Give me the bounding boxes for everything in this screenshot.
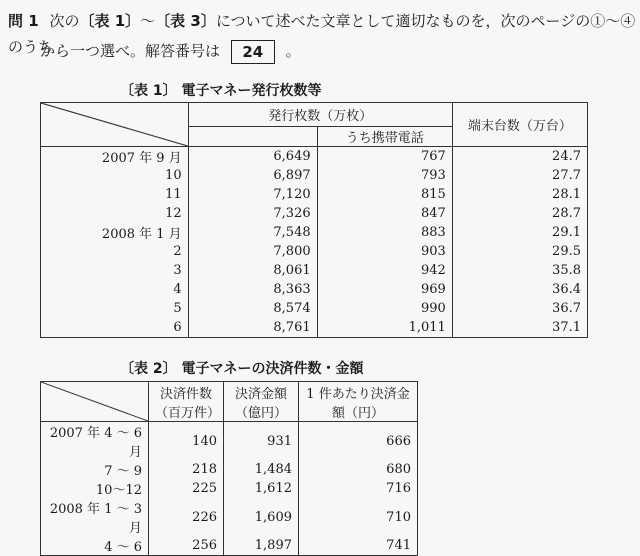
terminals-cell: 36.4 — [452, 280, 587, 299]
terminals-cell: 24.7 — [452, 147, 587, 167]
question-text-c: から一つ選べ。解答番号は — [40, 42, 221, 60]
table1-corner-cell — [41, 103, 189, 147]
table1-caption: 〔表 1〕 電子マネー発行枚数等 — [120, 83, 322, 99]
per-cell: 716 — [299, 479, 418, 498]
terminals-cell: 29.1 — [452, 223, 587, 242]
mobile-cell: 767 — [317, 147, 452, 167]
table-row — [41, 299, 588, 318]
count-cell: 218 — [149, 460, 224, 479]
mobile-cell: 793 — [317, 166, 452, 185]
row-label: 5 — [41, 299, 189, 318]
question-text-b: について述べた文章として適切なものを，次のページの①～④のうち — [8, 12, 636, 56]
terminals-cell: 27.7 — [452, 166, 587, 185]
table1 — [40, 102, 588, 338]
amount-cell: 1,612 — [224, 479, 299, 498]
table-row — [41, 479, 418, 498]
issued-cell: 8,761 — [188, 318, 317, 338]
table-row — [41, 536, 418, 556]
table-row — [41, 318, 588, 338]
row-label: 2 — [41, 242, 189, 261]
table2 — [40, 381, 418, 556]
amount-cell: 1,897 — [224, 536, 299, 556]
terminals-cell: 36.7 — [452, 299, 587, 318]
row-label: 2008 年 1 月 — [41, 223, 189, 242]
table-row — [41, 422, 418, 461]
table-row — [41, 166, 588, 185]
terminals-cell: 35.8 — [452, 261, 587, 280]
table1-header-terminals: 端末台数（万台） — [452, 103, 587, 147]
amount-cell: 1,484 — [224, 460, 299, 479]
count-cell: 225 — [149, 479, 224, 498]
answer-number-box: 24 — [231, 40, 275, 64]
table-row — [41, 185, 588, 204]
row-label: 10 — [41, 166, 189, 185]
count-cell: 226 — [149, 498, 224, 536]
row-label: 10～12 — [41, 479, 149, 498]
table2-caption: 〔表 2〕 電子マネーの決済件数・金額 — [120, 361, 364, 377]
terminals-cell: 28.7 — [452, 204, 587, 223]
per-cell: 680 — [299, 460, 418, 479]
table1-header-mobile: うち携帯電話 — [317, 127, 452, 147]
amount-cell: 931 — [224, 422, 299, 461]
table-row — [41, 460, 418, 479]
question-text-d: 。 — [285, 42, 301, 60]
table2-corner-cell — [41, 382, 149, 422]
per-cell: 710 — [299, 498, 418, 536]
issued-cell: 7,800 — [188, 242, 317, 261]
table2-header-count: 決済件数（百万件） — [149, 382, 224, 422]
per-cell: 666 — [299, 422, 418, 461]
table-row — [41, 280, 588, 299]
terminals-cell: 37.1 — [452, 318, 587, 338]
terminals-cell: 28.1 — [452, 185, 587, 204]
table-row — [41, 147, 588, 167]
mobile-cell: 969 — [317, 280, 452, 299]
question-tilde: ～ — [140, 12, 156, 30]
row-label: 4 — [41, 280, 189, 299]
row-label: 6 — [41, 318, 189, 338]
count-cell: 140 — [149, 422, 224, 461]
row-label: 2007 年 9 月 — [41, 147, 189, 167]
row-label: 7 ～ 9 — [41, 460, 149, 479]
table-row — [41, 261, 588, 280]
mobile-cell: 1,011 — [317, 318, 452, 338]
mobile-cell: 883 — [317, 223, 452, 242]
issued-cell: 6,897 — [188, 166, 317, 185]
question-text-a: 次の — [49, 12, 80, 30]
issued-cell: 7,120 — [188, 185, 317, 204]
issued-cell: 8,574 — [188, 299, 317, 318]
row-label: 12 — [41, 204, 189, 223]
issued-cell: 8,363 — [188, 280, 317, 299]
row-label: 11 — [41, 185, 189, 204]
table1-header-issued: 発行枚数（万枚） — [188, 103, 452, 127]
mobile-cell: 990 — [317, 299, 452, 318]
row-label: 2008 年 1 ～ 3 月 — [41, 498, 149, 536]
issued-cell: 6,649 — [188, 147, 317, 167]
per-cell: 741 — [299, 536, 418, 556]
table-row — [41, 242, 588, 261]
table-row — [41, 223, 588, 242]
row-label: 4 ～ 6 — [41, 536, 149, 556]
table1-header-spacer — [188, 127, 317, 147]
amount-cell: 1,609 — [224, 498, 299, 536]
question-number: 問 1 — [8, 12, 39, 30]
row-label: 3 — [41, 261, 189, 280]
terminals-cell: 29.5 — [452, 242, 587, 261]
table2-header-per: 1 件あたり決済金額（円） — [299, 382, 418, 422]
table1-ref: 〔表 1〕 — [79, 12, 141, 30]
mobile-cell: 903 — [317, 242, 452, 261]
table-row — [41, 204, 588, 223]
table2-header-amount: 決済金額（億円） — [224, 382, 299, 422]
count-cell: 256 — [149, 536, 224, 556]
mobile-cell: 942 — [317, 261, 452, 280]
table3-ref: 〔表 3〕 — [155, 12, 216, 30]
issued-cell: 8,061 — [188, 261, 317, 280]
table-row — [41, 498, 418, 536]
question-line-2 — [40, 38, 301, 64]
issued-cell: 7,548 — [188, 223, 317, 242]
row-label: 2007 年 4 ～ 6 月 — [41, 422, 149, 461]
issued-cell: 7,326 — [188, 204, 317, 223]
mobile-cell: 815 — [317, 185, 452, 204]
mobile-cell: 847 — [317, 204, 452, 223]
